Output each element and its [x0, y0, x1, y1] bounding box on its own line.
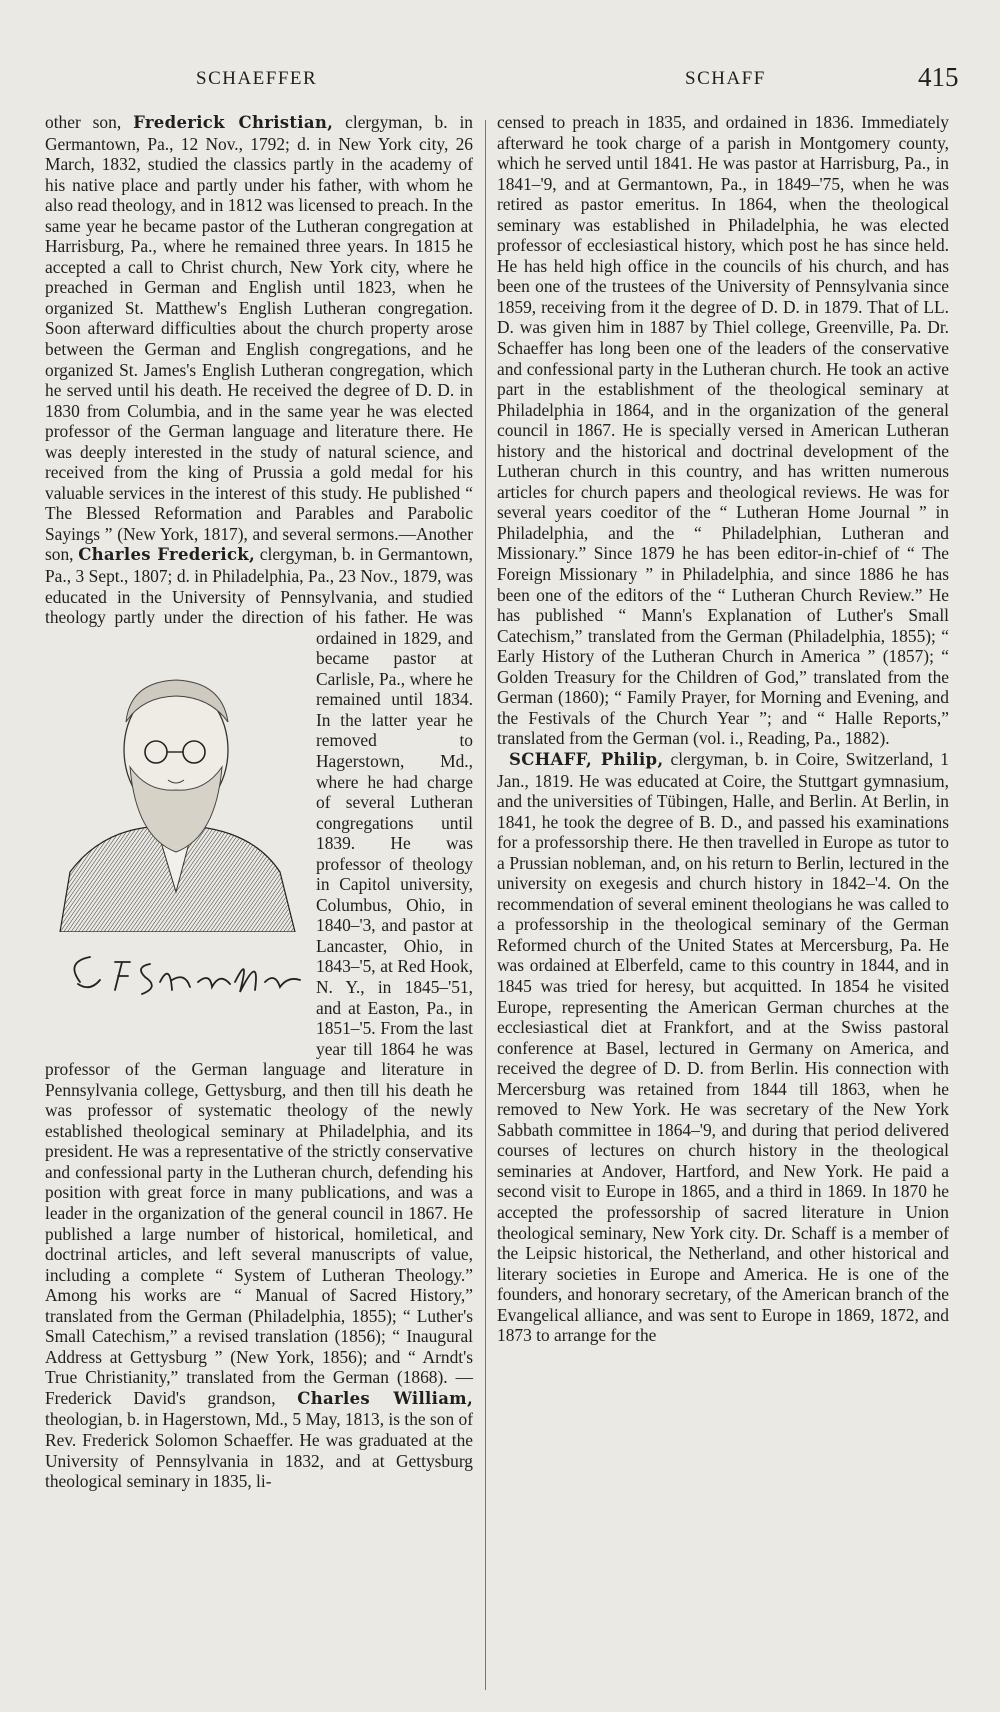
- text-run: other son,: [45, 112, 134, 132]
- running-header: [0, 62, 1000, 102]
- entry-name-schaff-philip: SCHAFF, Philip,: [509, 749, 664, 769]
- right-column: [497, 112, 949, 1346]
- entry-name-charles-william: Charles William,: [297, 1388, 473, 1408]
- right-running-head: SCHAFF: [685, 68, 766, 89]
- portrait-figure: [40, 632, 312, 1052]
- text-run: his father. He was ordained in 1829, and became pastor at Carlisle, Pa., where he remained until 1834. In the latter year he removed to Hagerstown, Md., where he had charge of several Lutheran congregations until 1839. He was professor of theology in Capitol university, Columbus, Ohio, in 1840–'3, and pastor at Lancaster, Ohio, in 1843–'5, at Red Hook, N. Y., in 1845–'51, and at Easton, Pa., in 1851–'5. From the last year till 1864 he was professor of the German language and literature in Pennsylvania college, Gettysburg, and then till his death he was professor of systematic theology of the newly established theological seminary at Philadelphia, and its president. He was a representative of the strictly conservative and confessional party in the Lutheran church, defending his position with great force in many publications, and was a leader in the organization of the general council in 1867. He published a large number of historical, homiletical, and doctrinal articles, and left several manuscripts of value, including a complete “ System of Lutheran Theology.” Among his works are “ Manual of Sacred History,” translated from the German (Philadelphia, 1855); “ Luther's Small Catechism,” a revised translation (1856); “ Inaugural Address at Gettysburg ” (New York, 1856); and “ Arndt's True Christianity,” translated from the German (1868). — Frederick David's grandson,: [45, 607, 473, 1408]
- entry-name-charles-frederick: Charles Frederick,: [78, 545, 256, 565]
- left-column: [45, 112, 473, 1492]
- text-run: clergyman, b. in Germantown, Pa., 3 Sept., 1807; d. in Philadelphia, Pa., 23 Nov., 1879, was educated in the University of Pennsylvania, and studied theology partly under the direction of: [45, 544, 473, 628]
- portrait-engraving: [40, 662, 312, 932]
- text-run: theologian, b. in Hagerstown, Md., 5 May, 1813, is the son of Rev. Frederick Solomon Schaeffer. He was graduated at the University of Pennsylvania in 1832, and at Gettysburg theological seminary in 1835, li-: [45, 1409, 473, 1492]
- text-run: clergyman, b. in Germantown, Pa., 12 Nov., 1792; d. in New York city, 26 March, 1832, studied the classics partly in the academy of his native place and partly under his father, with whom he also read theology, and in 1812 was licensed to preach. In the same year he became pastor of the Lutheran congregation at Harrisburg, Pa., where he remained three years. In 1815 he accepted a call to Christ church, New York city, where he preached in German and English until 1823, when he organized St. Matthew's English Lutheran congregation. Soon afterward difficulties about the church property arose between the German and English congregations, and he organized St. James's English Lutheran congregation, which he served until his death. He received the degree of D. D. in 1830 from Columbia, and in the same year he was elected professor of the German language and literature there. He was deeply interested in the study of natural science, and received from the king of Prussia a gold medal for his valuable services in the interest of this study. He published “ The Blessed Reformation and Parables and Parabolic Sayings ” (New York, 1817), and several sermons.—Another son,: [45, 112, 473, 565]
- column-divider: [485, 120, 486, 1690]
- signature-image: [60, 942, 310, 1012]
- biography-charles-william-cont: censed to preach in 1835, and ordained in 1836. Immediately afterward he took charge of a parish in Montgomery county, which he served until 1841. He was pastor at Harrisburg, Pa., in 1841–'9, and at Germantown, Pa., in 1849–'75, when he was retired as pastor emeritus. In 1864, when the theological seminary was established in Philadelphia, he was elected professor of ecclesiastical history, which post he has since held. He has held high office in the councils of his church, and has been one of the trustees of the University of Pennsylvania since 1859, receiving from it the degree of D. D. in 1879. That of LL. D. was given him in 1887 by Thiel college, Greenville, Pa. Dr. Schaeffer has long been one of the leaders of the conservative and confessional party in the Lutheran church. He took an active part in the establishment of the theological seminary at Philadelphia in 1864, and in the organization of the general council in 1867. He is specially versed in American Lutheran history and the historical and doctrinal development of the Lutheran church in this country, and has written numerous articles for church papers and theological reviews. He was for several years coeditor of the “ Lutheran Home Journal ” in Philadelphia, and the “ Philadelphian, Lutheran and Missionary.” Since 1879 he has been editor-in-chief of “ The Foreign Missionary ” in Philadelphia, and since 1886 he has been one of the editors of the “ Lutheran Church Review.” He has published “ Mann's Explanation of Luther's Small Catechism,” translated from the German (Philadelphia, 1855); “ Early History of the Lutheran Church in America ” (1857); “ Golden Treasury for the Children of God,” translated from the German (1860); “ Family Prayer, for Morning and Evening, and the Festivals of the Church Year ”; and “ Halle Reports,” translated from the German (vol. i., Reading, Pa., 1882).: [497, 112, 949, 749]
- biography-schaff-philip: [497, 749, 949, 1346]
- biography-schaeffer-sons: [45, 112, 473, 1492]
- entry-name-frederick-christian: Frederick Christian,: [133, 113, 334, 132]
- text-run: clergyman, b. in Coire, Switzerland, 1 Jan., 1819. He was educated at Coire, the Stuttgart gymnasium, and the universities of Tübingen, Halle, and Berlin. At Berlin, in 1841, he took the degree of B. D., and passed his examinations for a professorship there. He then travelled in Europe as tutor to a Prussian nobleman, and, on his return to Berlin, lectured in the university on exegesis and church history in 1842–'4. On the recommendation of several eminent theologians he was called to a professorship in the theological seminary of the German Reformed church of the United States at Mercersburg, Pa. He was ordained at Elberfeld, came to this country in 1844, and in 1845 was tried for heresy, but acquitted. In 1854 he visited Europe, representing the American German churches at the ecclesiastical diet at Frankfort, and at the Swiss pastoral conference at Basel, lectured in Germany on America, and received the degree of D. D. from Berlin. His connection with Mercersburg was retained from 1844 till 1863, when he removed to New York. He was secretary of the New York Sabbath committee in 1864–'9, and during that period delivered courses of lectures on church history in the theological seminaries at Andover, Hartford, and New York. He paid a second visit to Europe in 1865, and a third in 1869. In 1870 he accepted the professorship of sacred literature in Union theological seminary, New York city. Dr. Schaff is a member of the Leipsic historical, the Netherland, and other historical and literary societies in Europe and America. He is one of the founders, and honorary secretary, of the American branch of the Evangelical alliance, and was sent to Europe in 1869, 1872, and 1873 to arrange for the: [497, 748, 949, 1346]
- page-number: 415: [918, 62, 959, 92]
- left-running-head: SCHAEFFER: [196, 68, 318, 89]
